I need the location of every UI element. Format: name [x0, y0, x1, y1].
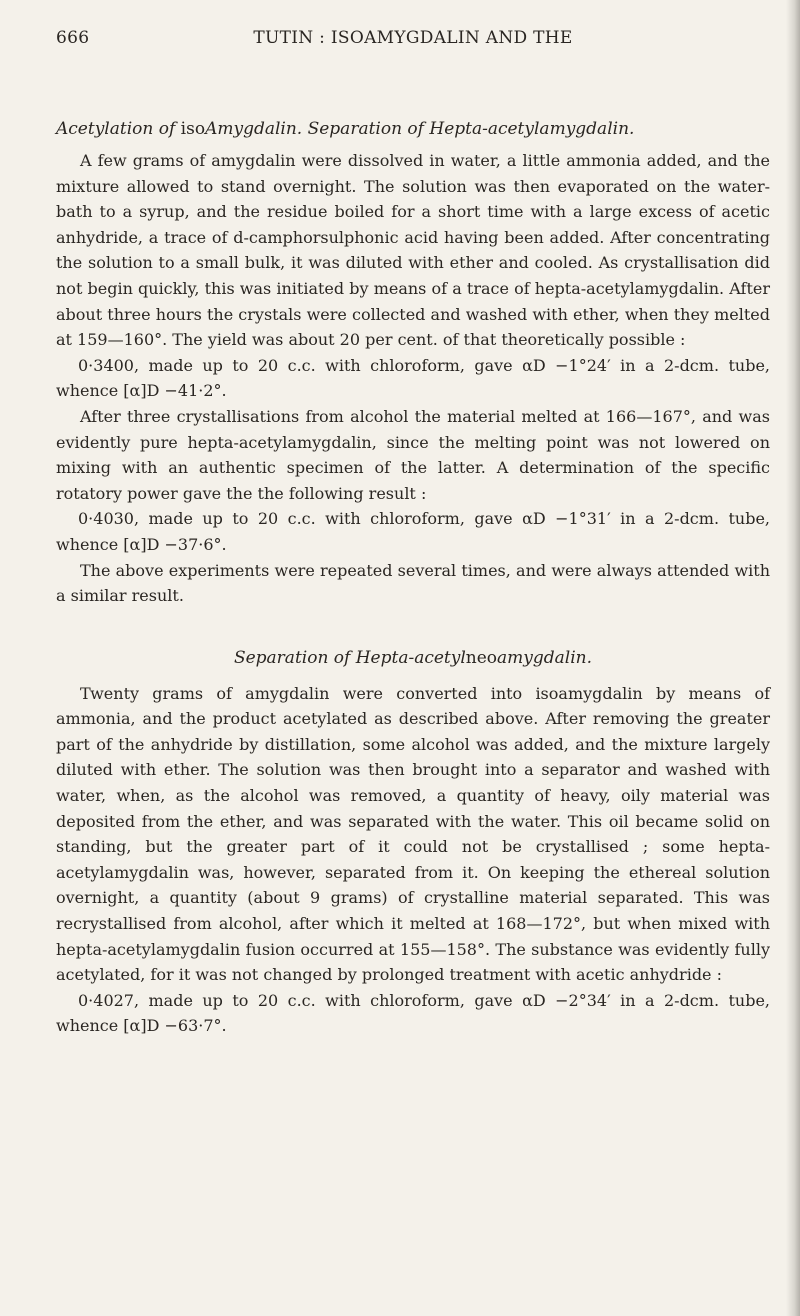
- running-head: TUTIN : ISOAMYGDALIN AND THE: [253, 28, 573, 48]
- section-title-part-a: Acetylation of: [56, 119, 181, 139]
- paragraph-rotation-3: 0·4027, made up to 20 c.c. with chloroform, gave αD −2°34′ in a 2-dcm. tube, whence [α]D −63·7°.: [56, 990, 770, 1036]
- paragraph-repeat: The above experiments were repeated several times, and were always attended with a similar result.: [56, 560, 770, 606]
- paragraph-method: A few grams of amygdalin were dissolved in water, a little ammonia added, and the mixture allowed to stand overnight. The solution was then evaporated on the water-bath to a syrup, and the residue boiled for a short time with a large excess of acetic anhydride, a trace of d-camphorsulphonic acid having been added. After concentrating the solution to a small bulk, it was diluted with ether and cooled. As crystallisation did not begin quickly, this was initiated by means of a trace of hepta-acetylamygdalin. After about three hours the crystals were collected and washed with ether, when they melted at 159—160°. The yield was about 20 per cent. of that theoretically possible :: [56, 151, 770, 350]
- section-title-separation: [56, 645, 770, 671]
- section-title-part-b: amygdalin.: [497, 647, 593, 668]
- paragraph-recrystallisation: After three crystallisations from alcohol the material melted at 166—167°, and was evidently pure hepta-acetylamygdalin, since the melting point was not lowered on mixing with an authentic specimen of the latter. A determination of the specific rotatory power gave the the following result :: [56, 406, 770, 503]
- paragraph-separation-method: Twenty grams of amygdalin were converted into isoamygdalin by means of ammonia, and the product acetylated as described above. After removing the greater part of the anhydride by distillation, some alcohol was added, and the mixture largely diluted with ether. The solution was then brought into a separator and washed with water, when, as the alcohol was removed, a quantity of heavy, oily material was deposited from the ether, and was separated with the water. This oil became solid on standing, but the greater part of it could not be crystallised ; some hepta-acetylamygdalin was, however, separated from it. On keeping the ethereal solution overnight, a quantity (about 9 grams) of crystalline material separated. This was recrystallised from alcohol, after which it melted at 168—172°, but when mixed with hepta-acetylamygdalin fusion occurred at 155—158°. The substance was evidently fully acetylated, for it was not changed by prolonged treatment with acetic anhydride :: [56, 683, 770, 985]
- section-title-neo: neo: [465, 647, 498, 668]
- paragraph-rotation-1: 0·3400, made up to 20 c.c. with chloroform, gave αD −1°24′ in a 2-dcm. tube, whence [α]D −41·2°.: [56, 355, 770, 401]
- paragraph-rotation-2: 0·4030, made up to 20 c.c. with chloroform, gave αD −1°31′ in a 2-dcm. tube, whence [α]D −37·6°.: [56, 509, 770, 554]
- section-title-part-b: Amygdalin. Separation of Hepta-acetylamygdalin.: [205, 119, 635, 139]
- page-edge-shadow: [786, 0, 800, 1316]
- journal-page: [56, 28, 770, 1039]
- page-header: [56, 28, 770, 58]
- page-number: 666: [56, 28, 90, 48]
- section-title-acetylation: [56, 116, 770, 142]
- section-title-part-a: Separation of Hepta-acetyl: [233, 647, 466, 668]
- section-title-iso: iso: [180, 119, 206, 139]
